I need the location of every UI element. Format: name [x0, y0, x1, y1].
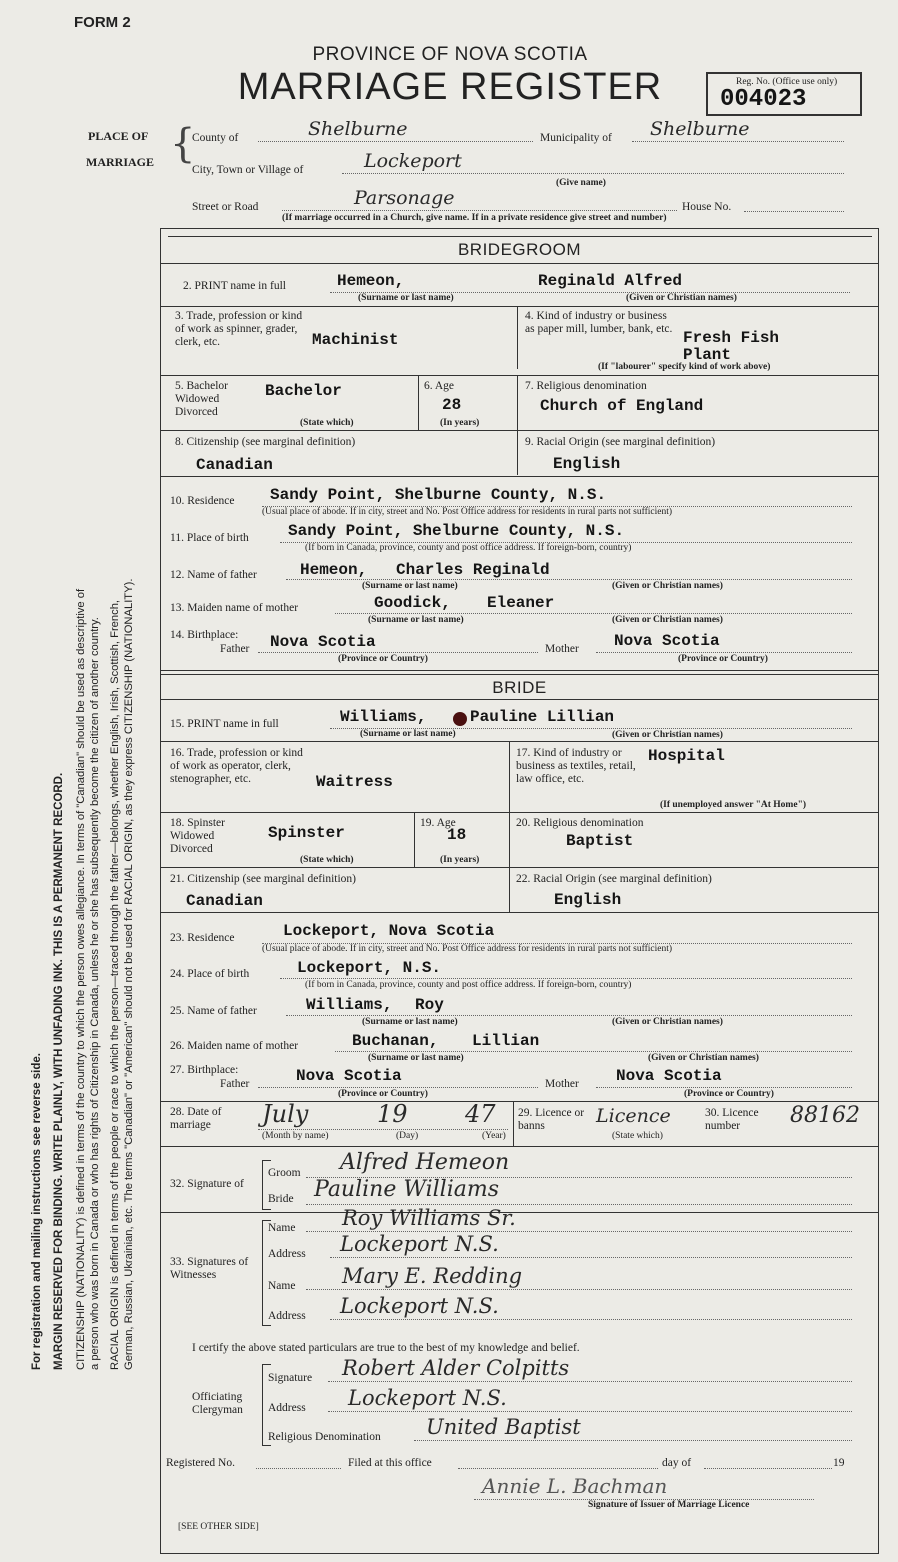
in-years: (In years) — [440, 855, 480, 865]
year-prefix: 19 — [833, 1457, 845, 1469]
line — [335, 612, 852, 614]
city-value: Lockeport — [342, 150, 844, 174]
bride-industry: Hospital — [648, 747, 725, 765]
marriage-day: 19 — [377, 1100, 408, 1128]
clergy-address-label: Address — [268, 1402, 306, 1414]
bride-f21-label: 21. Citizenship (see marginal definition) — [170, 873, 356, 885]
rule — [418, 375, 419, 430]
groom-f5-label: 5. Bachelor Widowed Divorced — [175, 380, 229, 418]
f32-label: 32. Signature of — [170, 1178, 244, 1190]
margin-instructions — [30, 290, 165, 1370]
groom-label: Groom — [268, 1167, 301, 1179]
marriage-year: 47 — [465, 1100, 496, 1128]
bride-mother-birthplace: Nova Scotia — [616, 1067, 722, 1085]
prov-caption: (Province or Country) — [338, 654, 428, 664]
line — [258, 1128, 508, 1130]
officiating-label: Officiating Clergyman — [192, 1391, 243, 1416]
groom-f6-label: 6. Age — [424, 380, 455, 392]
witness-2-address: Lockeport N.S. — [330, 1294, 852, 1320]
place-label-2: MARRIAGE — [86, 155, 154, 169]
bride-mother-surname: Buchanan, — [352, 1032, 439, 1050]
margin-line-3: CITIZENSHIP (NATIONALITY) is defined in terms of the country to which the person owes allegiance. In terms of "Canadian" should be used as descriptive of — [75, 588, 87, 1370]
groom-f4-note: (If "labourer" specify kind of work above) — [598, 362, 771, 372]
place-note: (If marriage occurred in a Church, give name. If in a private residence give street and number) — [282, 213, 667, 223]
municipality-value: Shelburne — [632, 118, 844, 142]
groom-f9-label: 9. Racial Origin (see marginal definition) — [525, 436, 716, 448]
surname-caption: (Surname or last name) — [362, 581, 458, 591]
day-of-label: day of — [662, 1457, 692, 1469]
groom-f2-label: 2. PRINT name in full — [183, 280, 286, 292]
line — [704, 1467, 832, 1469]
given-caption: (Given or Christian names) — [612, 730, 723, 740]
line — [280, 977, 852, 979]
surname-caption: (Surname or last name) — [362, 1017, 458, 1027]
given-caption: (Given or Christian names) — [612, 581, 723, 591]
bride-f20-label: 20. Religious denomination — [516, 817, 644, 829]
w2-name-label: Name — [268, 1280, 296, 1292]
groom-f8-label: 8. Citizenship (see marginal definition) — [175, 436, 356, 448]
bride-f25-label: 25. Name of father — [170, 1005, 257, 1017]
bride-citizenship: Canadian — [186, 892, 263, 910]
see-other-side: [SEE OTHER SIDE] — [178, 1522, 259, 1532]
bride-heading: BRIDE — [492, 678, 547, 697]
licence-or-banns: Licence — [596, 1105, 671, 1127]
f28-label: 28. Date of marriage — [170, 1106, 222, 1131]
surname-caption: (Surname or last name) — [368, 1053, 464, 1063]
marriage-month: July — [262, 1100, 309, 1128]
bride-mother-given: Lillian — [472, 1032, 540, 1050]
rule — [160, 912, 879, 913]
reg-no: 004023 — [720, 86, 807, 113]
bride-f18-label: 18. Spinster Widowed Divorced — [170, 817, 225, 855]
filed-label: Filed at this office — [348, 1457, 432, 1469]
rule — [160, 306, 879, 307]
line — [458, 1467, 658, 1469]
line — [256, 1467, 341, 1469]
clergy-denomination-label: Religious Denomination — [268, 1431, 381, 1443]
bride-signature: Pauline Williams — [306, 1177, 852, 1205]
bride-age: 18 — [447, 826, 467, 844]
year-caption: (Year) — [482, 1131, 506, 1141]
margin-line-2: MARGIN RESERVED FOR BINDING. WRITE PLAINLY, WITH UNFADING INK. THIS IS A PERMANENT RECORD. — [53, 772, 65, 1370]
groom-surname: Hemeon, — [337, 272, 405, 290]
prov-caption: (Province or Country) — [678, 654, 768, 664]
county-label: County of — [192, 132, 239, 144]
house-label: House No. — [682, 201, 732, 213]
bride-birthplace: Lockeport, N.S. — [297, 959, 442, 977]
residence-note: (Usual place of abode. If in city, street and No. Post Office address for residents in rural parts not sufficient) — [262, 507, 673, 517]
prov-caption: (Province or Country) — [684, 1089, 774, 1099]
bride-status: Spinster — [268, 824, 345, 842]
state-which: (State which) — [612, 1131, 663, 1141]
groom-citizenship: Canadian — [196, 456, 273, 474]
rule — [160, 741, 879, 742]
mother-label: Mother — [545, 643, 579, 655]
rule — [160, 670, 879, 671]
line — [258, 651, 538, 653]
page-title: MARRIAGE REGISTER — [237, 66, 663, 108]
margin-line-5: RACIAL ORIGIN is defined in terms of the people or race to which the person—traced through the father—belongs, whether English, Irish, Scottish, French, — [109, 599, 121, 1370]
municipality-label: Municipality of — [540, 132, 612, 144]
clergy-signature-label: Signature — [268, 1372, 313, 1384]
bride-f22-label: 22. Racial Origin (see marginal definition) — [516, 873, 712, 885]
w1-name-label: Name — [268, 1222, 296, 1234]
groom-f11-label: 11. Place of birth — [170, 532, 249, 544]
groom-trade: Machinist — [312, 331, 399, 349]
rule — [160, 699, 879, 700]
street-label: Street or Road — [192, 201, 259, 213]
bride-given: Pauline Lillian — [470, 708, 615, 726]
groom-birthplace: Sandy Point, Shelburne County, N.S. — [288, 522, 625, 540]
groom-mother-given: Eleaner — [487, 594, 555, 612]
bride-residence: Lockeport, Nova Scotia — [283, 922, 495, 940]
f33-label: 33. Signatures of Witnesses — [170, 1256, 249, 1281]
bride-f16-label: 16. Trade, profession or kind of work as operator, clerk, stenographer, etc. — [170, 747, 303, 785]
day-caption: (Day) — [396, 1131, 419, 1141]
groom-residence: Sandy Point, Shelburne County, N.S. — [270, 486, 607, 504]
bride-f19-label: 19. Age — [420, 817, 456, 829]
in-years: (In years) — [440, 418, 480, 428]
groom-f10-label: 10. Residence — [170, 495, 235, 507]
ink-blot — [453, 712, 467, 726]
witness-1-name: Roy Williams Sr. — [306, 1206, 852, 1232]
birth-note: (If born in Canada, province, county and post office address. If foreign-born, country) — [305, 543, 632, 553]
clergy-denomination: United Baptist — [414, 1415, 852, 1441]
rule — [160, 375, 879, 376]
clergy-address: Lockeport N.S. — [328, 1386, 852, 1412]
city-label: City, Town or Village of — [192, 164, 304, 176]
groom-heading: BRIDEGROOM — [457, 240, 582, 259]
county-value: Shelburne — [258, 118, 533, 142]
groom-f12-label: 12. Name of father — [170, 569, 257, 581]
rule — [160, 674, 879, 675]
bride-surname: Williams, — [340, 708, 427, 726]
bride-f24-label: 24. Place of birth — [170, 968, 250, 980]
rule — [513, 1101, 514, 1146]
clergy-signature: Robert Alder Colpitts — [328, 1356, 852, 1382]
bride-f27-label: 27. Birthplace: — [170, 1064, 239, 1076]
issuer-caption: Signature of Issuer of Marriage Licence — [588, 1500, 750, 1510]
bride-label: Bride — [268, 1193, 294, 1205]
prov-caption: (Province or Country) — [338, 1089, 428, 1099]
line — [335, 1050, 852, 1052]
bride-f15-label: 15. PRINT name in full — [170, 718, 279, 730]
given-caption: (Given or Christian names) — [648, 1053, 759, 1063]
form-number: FORM 2 — [74, 14, 131, 31]
groom-f4-label: 4. Kind of industry or business as paper mill, lumber, bank, etc. — [525, 310, 673, 335]
groom-f7-label: 7. Religious denomination — [525, 380, 647, 392]
groom-father-given: Charles Reginald — [396, 561, 550, 579]
given-caption: (Given or Christian names) — [612, 615, 723, 625]
father-label: Father — [220, 643, 250, 655]
place-brace: { — [170, 121, 196, 167]
rule — [160, 812, 879, 813]
rule — [160, 430, 879, 431]
bride-f23-label: 23. Residence — [170, 932, 235, 944]
groom-racial-origin: English — [553, 455, 621, 473]
mother-label: Mother — [545, 1078, 579, 1090]
bride-religion: Baptist — [566, 832, 634, 850]
bride-father-surname: Williams, — [306, 996, 393, 1014]
witness-2-name: Mary E. Redding — [306, 1264, 852, 1290]
given-caption: (Given or Christian names) — [612, 1017, 723, 1027]
groom-signature: Alfred Hemeon — [306, 1150, 852, 1178]
rule — [160, 263, 879, 264]
bride-father-birthplace: Nova Scotia — [296, 1067, 402, 1085]
place-label-1: PLACE OF — [88, 129, 149, 143]
groom-father-birthplace: Nova Scotia — [270, 633, 376, 651]
groom-age: 28 — [442, 396, 462, 414]
bride-f17-label: 17. Kind of industry or business as textiles, retail, law office, etc. — [516, 747, 636, 785]
issuer-signature: Annie L. Bachman — [474, 1474, 814, 1500]
margin-line-6: German, Russian, Ukrainian, etc. The terms "Canadian" or "American" should not be used for RACIAL ORIGIN, as they express CITIZENSHIP (NATIONALITY). — [123, 578, 135, 1370]
surname-caption: (Surname or last name) — [368, 615, 464, 625]
w1-address-label: Address — [268, 1248, 306, 1260]
reg-no-box — [706, 72, 862, 116]
margin-line-1: For registration and mailing instructions see reverse side. — [31, 1053, 43, 1370]
groom-f3-label: 3. Trade, profession or kind of work as spinner, grader, clerk, etc. — [175, 310, 303, 348]
bride-f26-label: 26. Maiden name of mother — [170, 1040, 299, 1052]
groom-mother-birthplace: Nova Scotia — [614, 632, 720, 650]
groom-industry-2: Plant — [683, 346, 732, 364]
groom-industry-1: Fresh Fish — [683, 329, 780, 347]
groom-given: Reginald Alfred — [538, 272, 683, 290]
groom-f13-label: 13. Maiden name of mother — [170, 602, 299, 614]
surname-caption: (Surname or last name) — [358, 293, 454, 303]
w2-address-label: Address — [268, 1310, 306, 1322]
rule — [517, 306, 518, 369]
line — [596, 1086, 852, 1088]
f30-label: 30. Licence number — [705, 1107, 759, 1132]
street-value: Parsonage — [282, 187, 677, 211]
margin-line-4: a person who was born in Canada or who has rights of Citizenship in Canada, unless he or she has subsequently become the citizen of another country. — [89, 617, 101, 1370]
f29-label: 29. Licence or banns — [518, 1107, 585, 1132]
groom-mother-surname: Goodick, — [374, 594, 451, 612]
line — [596, 651, 852, 653]
bride-father-given: Roy — [415, 996, 444, 1014]
witness-1-address: Lockeport N.S. — [330, 1232, 852, 1258]
line — [258, 1086, 538, 1088]
rule — [414, 812, 415, 867]
registered-label: Registered No. — [166, 1457, 235, 1469]
surname-caption: (Surname or last name) — [360, 729, 456, 739]
groom-f14-label: 14. Birthplace: — [170, 629, 239, 641]
rule — [509, 741, 510, 812]
groom-status: Bachelor — [265, 382, 342, 400]
reg-no-label: Reg. No. (Office use only) — [736, 77, 838, 87]
rule — [160, 476, 879, 477]
bride-f17-note: (If unemployed answer "At Home") — [660, 800, 807, 810]
rule — [509, 812, 510, 912]
licence-number: 88162 — [790, 1103, 860, 1128]
rule — [160, 1146, 879, 1147]
bride-racial-origin: English — [554, 891, 622, 909]
inner-rule — [168, 236, 872, 237]
father-label: Father — [220, 1078, 250, 1090]
house-line — [744, 210, 844, 212]
residence-note: (Usual place of abode. If in city, street and No. Post Office address for residents in rural parts not sufficient) — [262, 944, 673, 954]
line — [286, 578, 852, 580]
certify-text: I certify the above stated particulars are true to the best of my knowledge and belief. — [192, 1342, 580, 1354]
give-name-note: (Give name) — [556, 178, 606, 188]
rule — [517, 375, 518, 475]
groom-religion: Church of England — [540, 397, 704, 415]
rule — [160, 867, 879, 868]
given-caption: (Given or Christian names) — [626, 293, 737, 303]
birth-note: (If born in Canada, province, county and post office address. If foreign-born, country) — [305, 980, 632, 990]
month-caption: (Month by name) — [262, 1131, 329, 1141]
province-title: PROVINCE OF NOVA SCOTIA — [312, 44, 588, 65]
groom-father-surname: Hemeon, — [300, 561, 368, 579]
state-which: (State which) — [300, 418, 354, 428]
line — [286, 1014, 852, 1016]
state-which: (State which) — [300, 855, 354, 865]
bride-trade: Waitress — [316, 773, 393, 791]
